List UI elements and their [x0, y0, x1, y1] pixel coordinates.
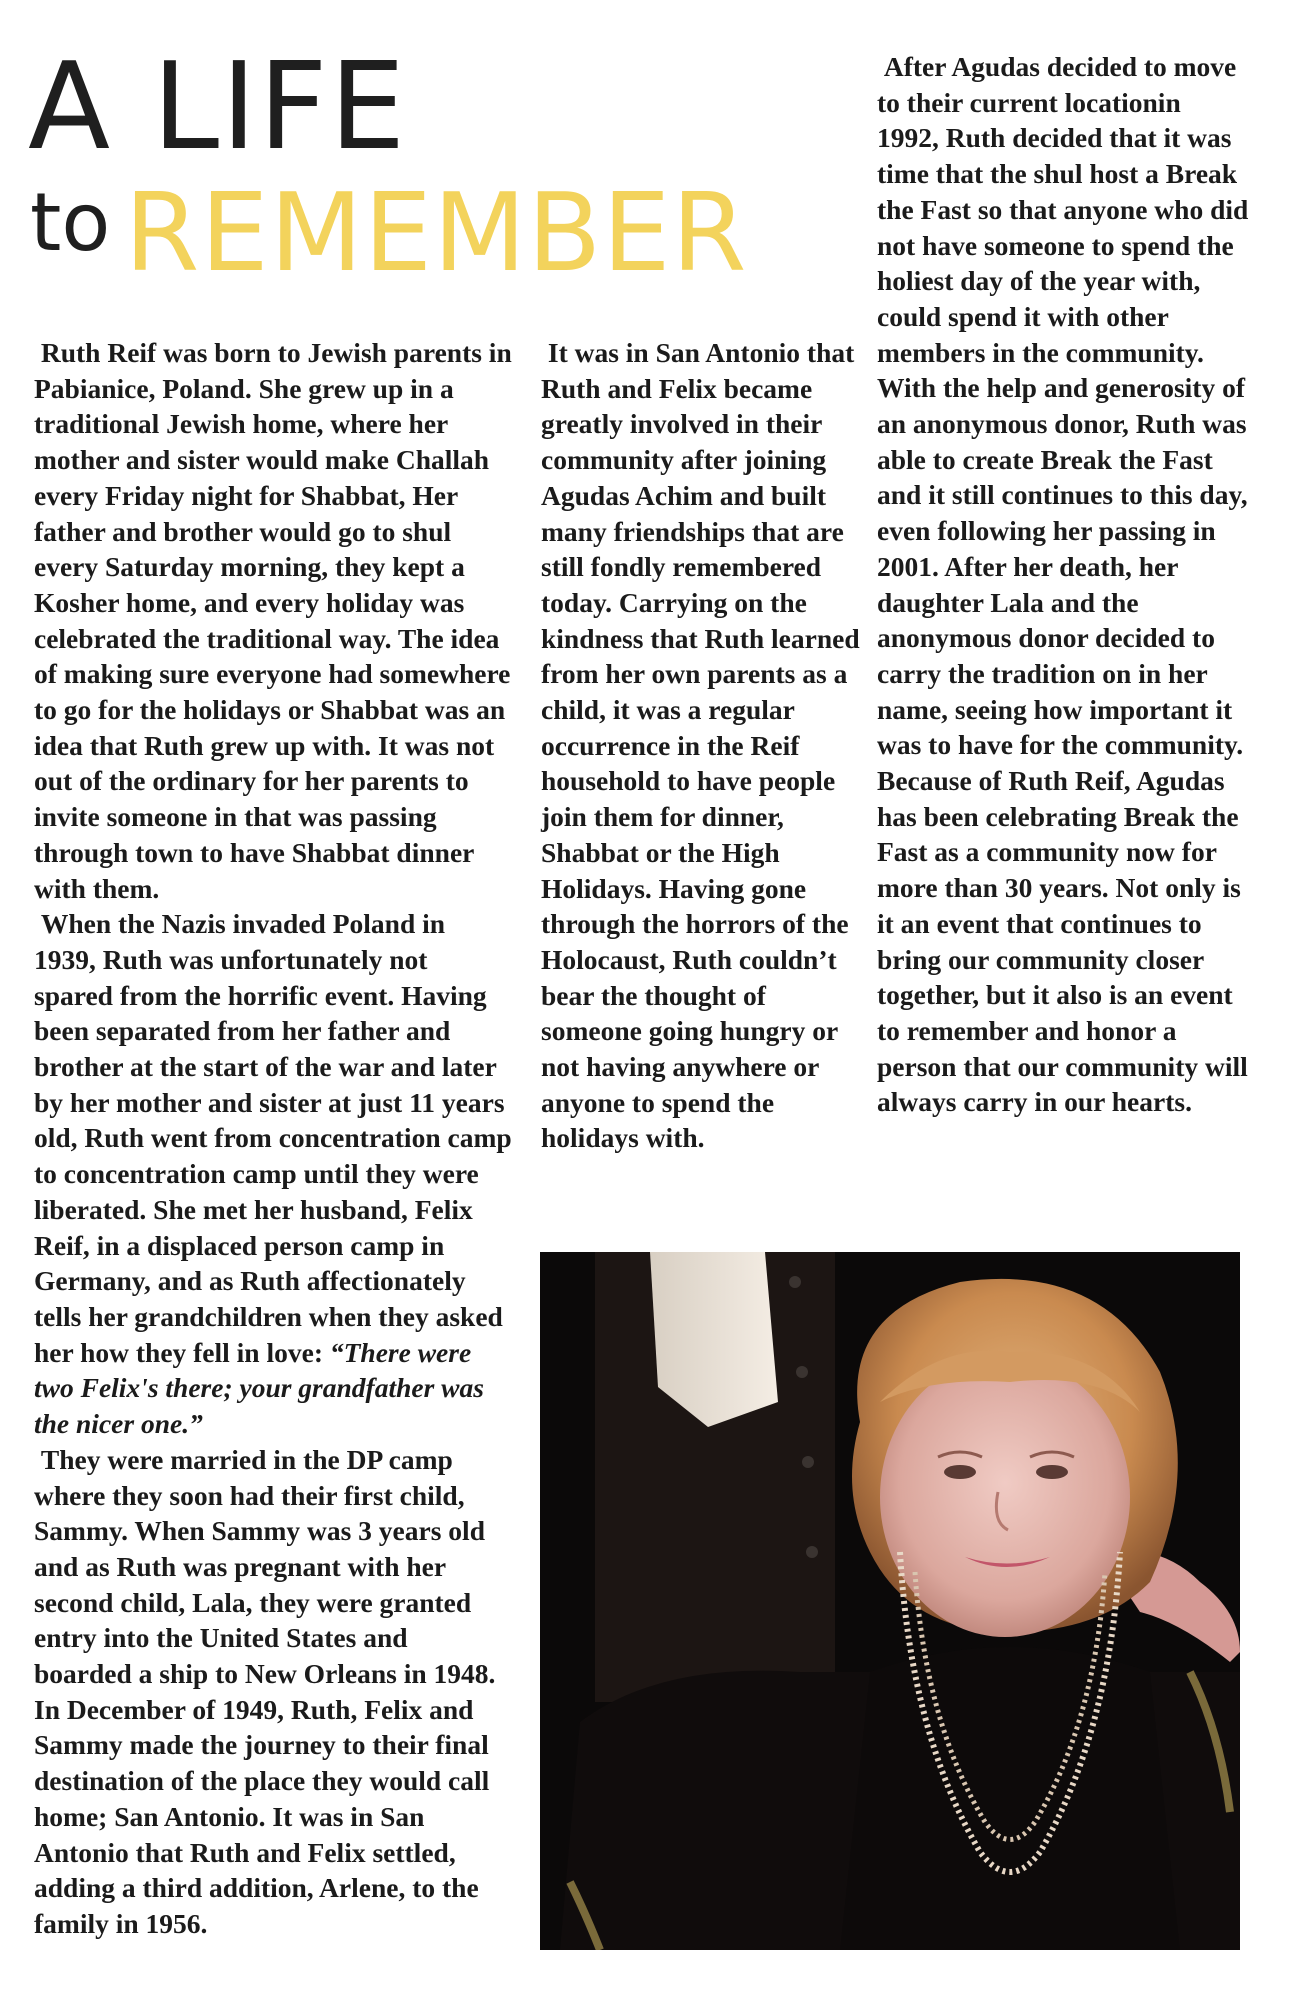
- article-column-middle: [541, 335, 863, 1156]
- title-line-1: A LIFE: [28, 38, 408, 177]
- portrait-photo: [540, 1252, 1240, 1950]
- quote-felix: “There were two Felix's there; your grandfather was the nicer one.”: [34, 1336, 484, 1440]
- paragraph-legacy: Because of Ruth Reif, Agudas has been celebrating Break the Fast as a community now for more than 30 years. Not only is it an event that continues to bring our community closer together, but it also is an event to remember and honor a person that our community will always carry in our hearts.: [877, 765, 1248, 1118]
- title-line-2: [30, 171, 748, 296]
- title-to: to: [30, 176, 111, 269]
- article-column-left: [34, 335, 512, 1942]
- paragraph-early-life: Ruth Reif was born to Jewish parents in Pabianice, Poland. She grew up in a traditional Jewish home, where her mother and sister would make Challah every Friday night for Shabbat, Her father and brother would go to shul every Saturday morning, they kept a Kosher home, and every holiday was celebrated the traditional way. The idea of making sure everyone had somewhere to go for the holidays or Shabbat was an idea that Ruth grew up with. It was not out of the ordinary for her parents to invite someone in that was passing through town to have Shabbat dinner with them.: [34, 337, 512, 904]
- paragraph-community: It was in San Antonio that Ruth and Felix became greatly involved in their community after joining Agudas Achim and built many friendships that are still fondly remembered today. Carrying on the kindness that Ruth learned from her own parents as a child, it was a regular occurrence in the Reif household to have people join them for dinner, Shabbat or the High Holidays. Having gone through the horrors of the Holocaust, Ruth couldn’t bear the thought of someone going hungry or not having anywhere or anyone to spend the holidays with.: [541, 337, 860, 1154]
- article-column-right: [877, 49, 1249, 1120]
- paragraph-war: When the Nazis invaded Poland in 1939, Ruth was unfortunately not spared from the horrific event. Having been separated from her father and brother at the start of the war and later by her mother and sister at just 11 years old, Ruth went from concentration camp to concentration camp until they were liberated. She met her husband, Felix Reif, in a displaced person camp in Germany, and as Ruth affectionately tells her grandchildren when they asked her how they fell in love: “There were two Felix's there; your grandfather was the nicer one.”: [34, 908, 512, 1440]
- paragraph-break-the-fast: After Agudas decided to move to their current locationin 1992, Ruth decided that it was time that the shul host a Break the Fast so that anyone who did not have someone to spend the holiest day of the year with, could spend it with other members in the community. With the help and generosity of an anonymous donor, Ruth was able to create Break the Fast and it still continues to this day, even following her passing in 2001. After her death, her daughter Lala and the anonymous donor decided to carry the tradition on in her name, seeing how important it was to have for the community.: [877, 51, 1249, 761]
- title-remember: REMEMBER: [124, 171, 748, 296]
- paragraph-emigration: They were married in the DP camp where they soon had their first child, Sammy. When Sammy was 3 years old and as Ruth was pregnant with her second child, Lala, they were granted entry into the United States and boarded a ship to New Orleans in 1948. In December of 1949, Ruth, Felix and Sammy made the journey to their final destination of the place they would call home; San Antonio. It was in San Antonio that Ruth and Felix settled, adding a third addition, Arlene, to the family in 1956.: [34, 1443, 496, 1939]
